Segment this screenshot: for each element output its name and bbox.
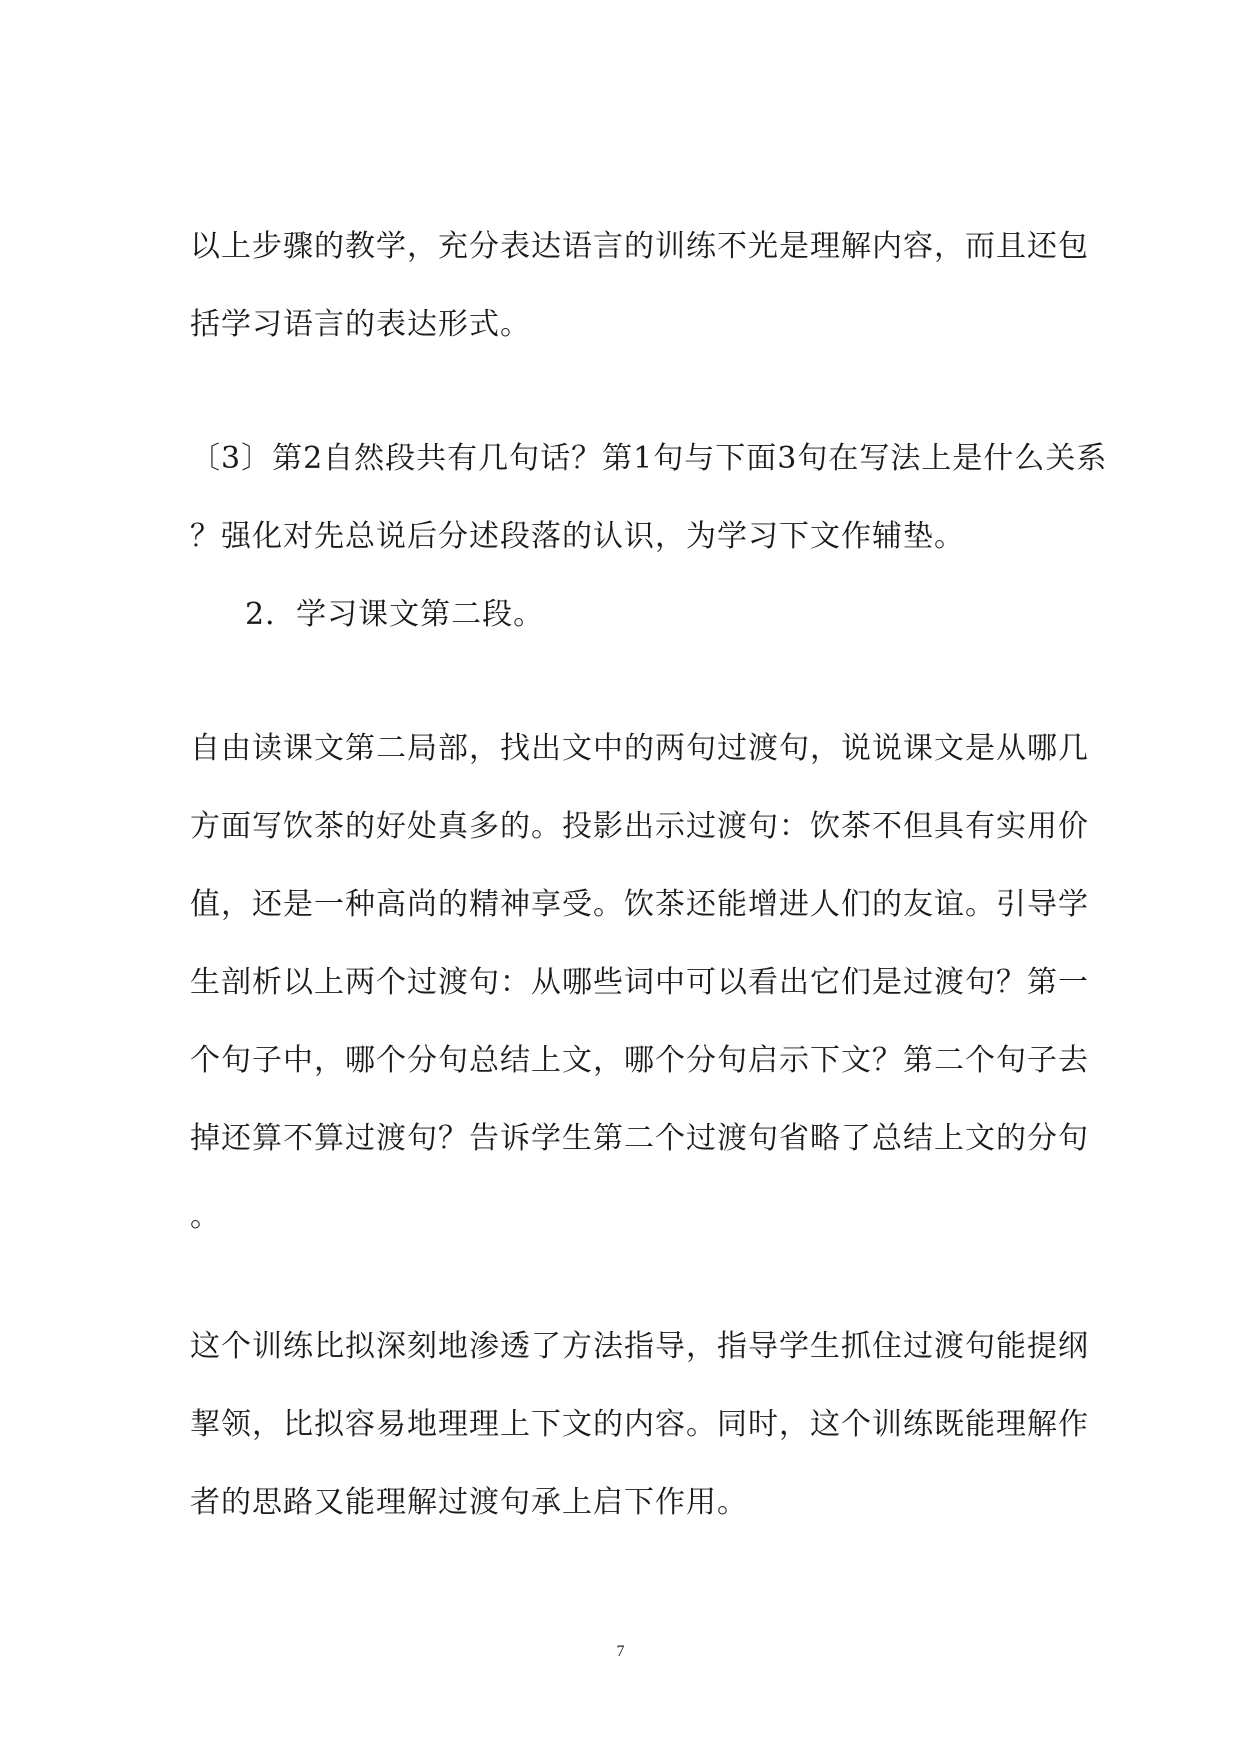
text-line: 方面写饮茶的好处真多的。投影出示过渡句：饮茶不但具有实用价	[190, 809, 1089, 844]
text-line: 生剖析以上两个过渡句：从哪些词中可以看出它们是过渡句？第一	[190, 965, 1089, 1000]
text-line: 以上步骤的教学，充分表达语言的训练不光是理解内容，而且还包	[190, 229, 1089, 264]
text-line: 括学习语言的表达形式。	[190, 307, 531, 342]
text-line: 者的思路又能理解过渡句承上启下作用。	[190, 1485, 748, 1520]
text-line: 挈领，比拟容易地理理上下文的内容。同时，这个训练既能理解作	[190, 1407, 1089, 1442]
paragraph-section-heading	[245, 576, 1095, 654]
text-line: 。	[190, 1199, 221, 1234]
text-line: 2．学习课文第二段。	[245, 597, 545, 632]
text-line: ？强化对先总说后分述段落的认识，为学习下文作辅垫。	[190, 519, 965, 554]
text-line: 自由读课文第二局部，找出文中的两句过渡句，说说课文是从哪几	[190, 731, 1089, 766]
paragraph-question-3	[190, 420, 1108, 576]
page-number: 7	[616, 1643, 625, 1660]
text-line: 〔3〕第2自然段共有几句话？第1句与下面3句在写法上是什么关系	[190, 441, 1108, 476]
paragraph-training-summary	[190, 1308, 1089, 1542]
text-line: 这个训练比拟深刻地渗透了方法指导，指导学生抓住过渡句能提纲	[190, 1329, 1089, 1364]
paragraph-transition-sentences	[190, 710, 1089, 1256]
paragraph-teaching-steps	[190, 208, 1089, 364]
text-line: 个句子中，哪个分句总结上文，哪个分句启示下文？第二个句子去	[190, 1043, 1089, 1078]
text-line: 掉还算不算过渡句？告诉学生第二个过渡句省略了总结上文的分句	[190, 1121, 1089, 1156]
text-line: 值，还是一种高尚的精神享受。饮茶还能增进人们的友谊。引导学	[190, 887, 1089, 922]
